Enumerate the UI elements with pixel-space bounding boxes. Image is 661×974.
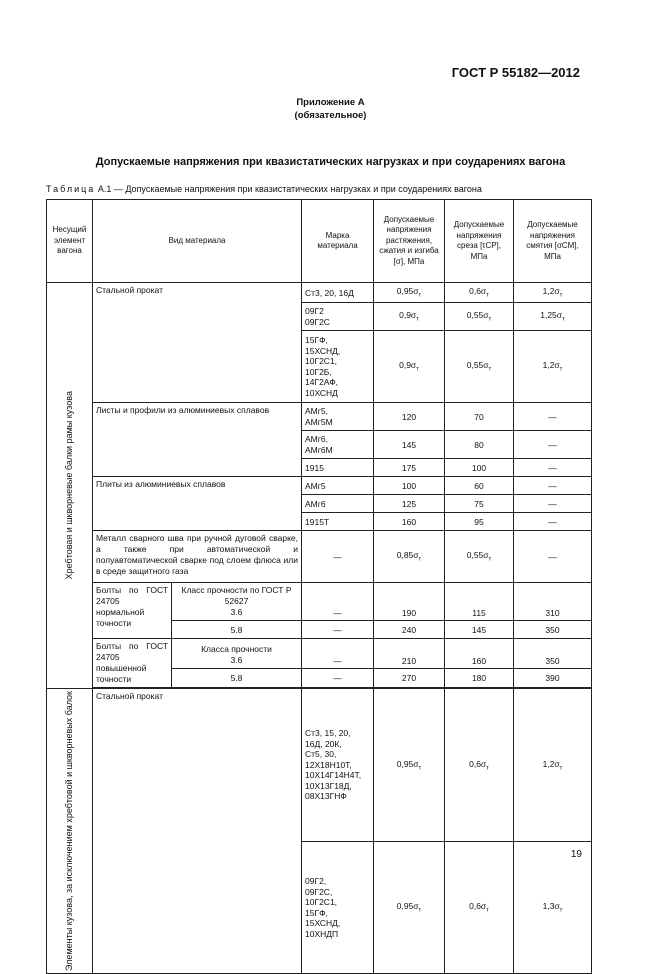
material-al-sheets: Листы и профили из алюминиевых сплавов: [93, 403, 302, 477]
tension-value: 100: [374, 477, 445, 495]
bolt-class-cell: [172, 583, 302, 621]
table-caption: [46, 184, 482, 194]
tension-value: 240: [374, 621, 445, 639]
table-caption-text: — Допускаемые напряжения при квазистатических нагрузках и при соударениях вагона: [113, 184, 482, 194]
bearing-value: $1,25\sigma_т$: [514, 303, 592, 331]
bearing-value: —: [514, 477, 592, 495]
bearing-value: 350: [514, 639, 592, 669]
stress-table: [46, 199, 592, 974]
table-row: [47, 639, 592, 669]
header-material-type: Вид материала: [93, 200, 302, 283]
material-al-plates: Плиты из алюминиевых сплавов: [93, 477, 302, 531]
group2-label: Элементы кузова, за исключением хребтовой и шкворневых балок: [64, 691, 74, 971]
tension-value: $0,9\sigma_т$: [374, 331, 445, 403]
bolt-class: 3.6: [230, 654, 243, 665]
bolt-class-cell: [172, 639, 302, 669]
bolt-class: 3.6: [230, 607, 243, 617]
grade: —: [302, 639, 374, 669]
table-row: [47, 531, 592, 583]
grade: АМг5: [302, 477, 374, 495]
annex-title: Приложение А: [296, 97, 365, 108]
bearing-value: —: [514, 459, 592, 477]
bearing-value: 310: [514, 583, 592, 621]
shear-value: 115: [445, 583, 514, 621]
grade: 09Г2 09Г2С: [302, 303, 374, 331]
tension-value: 175: [374, 459, 445, 477]
bearing-value: $1,2\sigma_т$: [514, 331, 592, 403]
shear-value: 160: [445, 639, 514, 669]
header-bearing: Допускаемые напряжения смятия [σCM], МПа: [514, 200, 592, 283]
bearing-value: 390: [514, 668, 592, 687]
material-rolled-steel: Стальной прокат: [93, 283, 302, 403]
grade: —: [302, 531, 374, 583]
grade: 09Г2, 09Г2С, 10Г2С1, 15ГФ, 15ХСНД, 10ХНДП: [302, 842, 374, 974]
tension-value: 120: [374, 403, 445, 431]
bearing-value: $1,2\sigma_т$: [514, 283, 592, 303]
section-title: Допускаемые напряжения при квазистатических нагрузках и при соударениях вагона: [95, 156, 566, 168]
strength-class-ref: Класс прочности по ГОСТ Р 52627: [181, 585, 292, 606]
grade: АМг6: [302, 495, 374, 513]
annex-status: (обязательное): [294, 110, 367, 121]
shear-value: 95: [445, 513, 514, 531]
shear-value: 145: [445, 621, 514, 639]
strength-class: Класса прочности: [201, 643, 272, 654]
shear-value: $0,6\sigma_т$: [445, 689, 514, 842]
group2-label-cell: [47, 689, 93, 974]
grade: АМг5, АМг5М: [302, 403, 374, 431]
header-shear: Допускаемые напряжения среза [τCP], МПа: [445, 200, 514, 283]
material-bolts-high: Болты по ГОСТ 24705 повышенной точности: [93, 639, 172, 688]
shear-value: 60: [445, 477, 514, 495]
header-element: Несущий элемент вагона: [47, 200, 93, 283]
tension-value: $0,85\sigma_т$: [374, 531, 445, 583]
table-caption-label: Таблица: [46, 184, 96, 194]
table-row: [47, 689, 592, 842]
bolt-class: 5.8: [172, 668, 302, 687]
bolt-class: 5.8: [172, 621, 302, 639]
shear-value: $0,55\sigma_т$: [445, 531, 514, 583]
header-grade: Марка материала: [302, 200, 374, 283]
tension-value: $0,95\sigma_т$: [374, 689, 445, 842]
table-row: [47, 283, 592, 303]
tension-value: $0,95\sigma_т$: [374, 842, 445, 974]
grade: 15ГФ, 15ХСНД, 10Г2С1, 10Г2Б, 14Г2АФ, 10ХСНД: [302, 331, 374, 403]
shear-value: 70: [445, 403, 514, 431]
standard-designation: ГОСТ Р 55182—2012: [451, 65, 580, 80]
grade: Ст3, 15, 20, 16Д, 20К, Ст5, 30, 12Х18Н10Т, 10Х14Г14Н4Т, 10Х13Г18Д, 08Х13ГНФ: [302, 689, 374, 842]
bearing-value: $1,3\sigma_т$: [514, 842, 592, 974]
shear-value: $0,55\sigma_т$: [445, 331, 514, 403]
grade: 1915: [302, 459, 374, 477]
grade: Ст3, 20, 16Д: [302, 283, 374, 303]
shear-value: 180: [445, 668, 514, 687]
table-caption-number: А.1: [97, 184, 112, 194]
material-rolled-steel: Стальной прокат: [93, 689, 302, 974]
shear-value: 100: [445, 459, 514, 477]
grade: 1915Т: [302, 513, 374, 531]
tension-value: $0,95\sigma_т$: [374, 283, 445, 303]
tension-value: 160: [374, 513, 445, 531]
group1-label: Хребтовая и шкворневые балки рамы кузова: [64, 391, 74, 580]
bearing-value: —: [514, 495, 592, 513]
tension-value: 190: [374, 583, 445, 621]
grade: АМг6, АМг6М: [302, 431, 374, 459]
bearing-value: —: [514, 431, 592, 459]
bearing-value: —: [514, 531, 592, 583]
bearing-value: —: [514, 513, 592, 531]
tension-value: 270: [374, 668, 445, 687]
header-tension: Допускаемые напряжения растяжения, сжатия и изгиба [σ], МПа: [374, 200, 445, 283]
material-bolts-normal: Болты по ГОСТ 24705 нормальной точности: [93, 583, 172, 639]
shear-value: 75: [445, 495, 514, 513]
bearing-value: 350: [514, 621, 592, 639]
material-weld: Металл сварного шва при ручной дуговой сварке, а также при автоматической и полуавтоматической сварке под слоем флюса или в среде защитного газа: [93, 531, 302, 583]
page-number: 19: [570, 849, 582, 860]
grade: —: [302, 583, 374, 621]
tension-value: 125: [374, 495, 445, 513]
tension-value: $0,9\sigma_т$: [374, 303, 445, 331]
tension-value: 145: [374, 431, 445, 459]
tension-value: 210: [374, 639, 445, 669]
shear-value: $0,6\sigma_т$: [445, 283, 514, 303]
group1-label-cell: [47, 283, 93, 689]
table-row: [47, 477, 592, 495]
table-header-row: [47, 200, 592, 283]
table-row: [47, 583, 592, 621]
shear-value: $0,55\sigma_т$: [445, 303, 514, 331]
bearing-value: —: [514, 403, 592, 431]
table-row: [47, 403, 592, 431]
shear-value: 80: [445, 431, 514, 459]
shear-value: $0,6\sigma_т$: [445, 842, 514, 974]
grade: —: [302, 621, 374, 639]
annex-heading: [0, 96, 661, 122]
grade: —: [302, 668, 374, 687]
bearing-value: $1,2\sigma_т$: [514, 689, 592, 842]
